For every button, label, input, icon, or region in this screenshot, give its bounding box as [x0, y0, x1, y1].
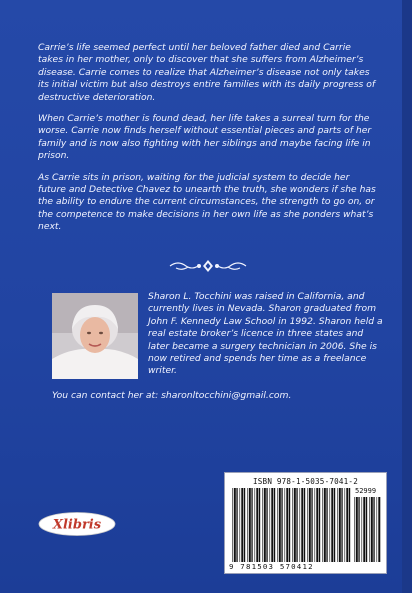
spine-edge [402, 0, 412, 593]
blurb-paragraph: As Carrie sits in prison, waiting for the judicial system to decide her future and Detective Chavez to unearth the truth, she wonders if she has the ability to endure the current circumstances, the strength to go on, or the competence to make decisions in her own life as she ponders what’s next. [38, 171, 376, 233]
publisher-logo [38, 512, 116, 536]
barcode-bars [231, 488, 351, 562]
author-photo [52, 293, 138, 379]
author-bio: Sharon L. Tocchini was raised in California, and currently lives in Nevada. Sharon graduated from John F. Kennedy Law School in 1992. Sharon held a real estate broker’s licence in three states and later became a surgery technician in 2006. She is now retired and spends her time as a freelance writer. [148, 291, 383, 377]
blurb-paragraph: When Carrie’s mother is found dead, her life takes a surreal turn for the worse. Carrie now finds herself without essential pieces and parts of her family and is now also fighting with her siblings and maybe facing life in prison. [38, 113, 372, 162]
ean-number: 9 781503 570412 [229, 562, 355, 571]
price-addon-label: 52999 [355, 487, 377, 495]
isbn-barcode [224, 472, 387, 574]
author-contact: You can contact her at: sharonltocchini@gmail.com. [52, 390, 292, 401]
isbn-label: ISBN 978-1-5035-7041-2 [253, 477, 358, 486]
book-blurb [38, 42, 378, 243]
ornament-divider-icon [168, 259, 248, 273]
addon-barcode-bars [353, 497, 381, 562]
publisher-logo-text: Xlibris [52, 517, 102, 533]
blurb-paragraph: Carrie’s life seemed perfect until her beloved father died and Carrie takes in her mother, only to discover that she suffers from Alzheimer’s disease. Carrie comes to realize that Alzheimer’s disease not only takes its initial victim but also destroys entire families with its daily progress of destructive deterioration. [38, 42, 376, 103]
